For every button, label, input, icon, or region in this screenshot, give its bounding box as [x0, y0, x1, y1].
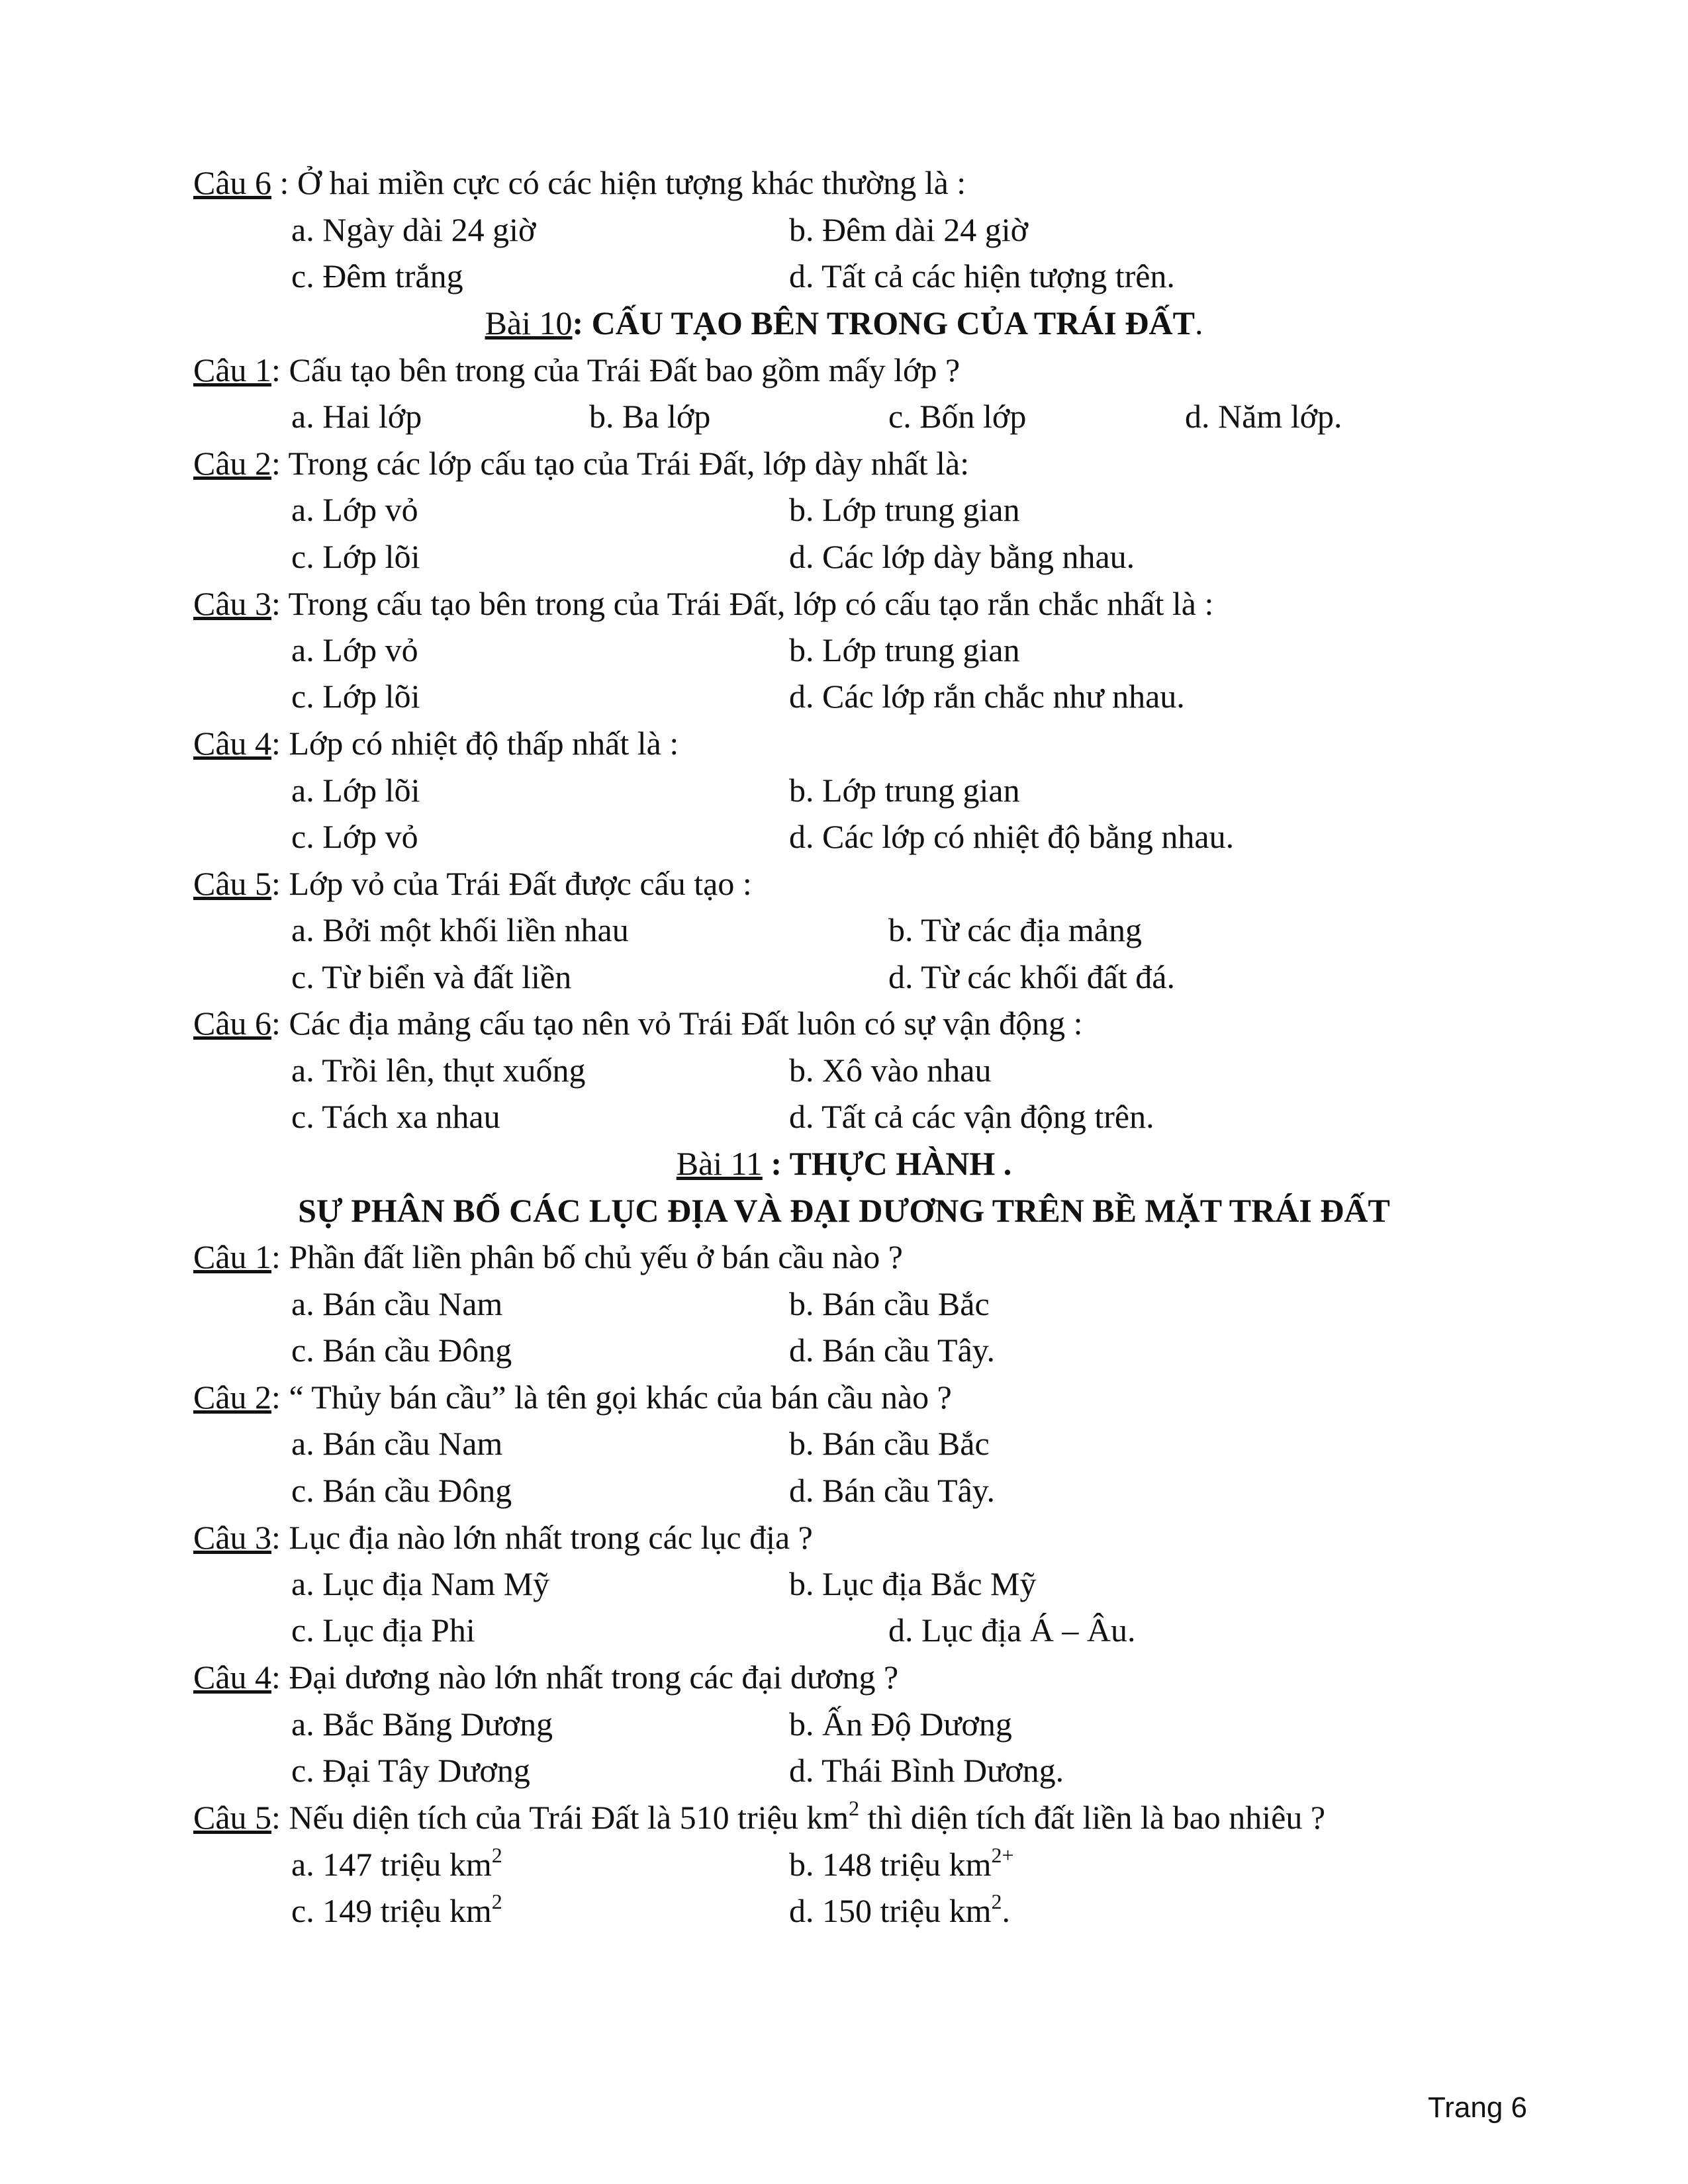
question-label: Câu 3	[193, 585, 272, 622]
option-text-end: .	[1002, 1892, 1011, 1929]
question-text: : Các địa mảng cấu tạo nên vỏ Trái Đất luôn có sự vận động :	[271, 1005, 1083, 1042]
question-label: Câu 6	[193, 164, 272, 201]
section-title: : THỰC HÀNH .	[762, 1145, 1012, 1182]
answer-option: c. Tách xa nhau	[291, 1098, 500, 1135]
answer-option: a. Bán cầu Nam	[291, 1425, 503, 1462]
question-text: : Ở hai miền cực có các hiện tượng khác thường là :	[271, 164, 966, 201]
answer-option	[789, 1890, 1010, 1935]
option-text: a. 147 triệu km	[291, 1846, 492, 1883]
answer-option: c. Đêm trắng	[291, 257, 463, 295]
answer-option: d. Bán cầu Tây.	[789, 1332, 996, 1369]
section-heading	[0, 302, 1688, 343]
answer-option: b. Đêm dài 24 giờ	[789, 211, 1029, 248]
answer-option: c. Bán cầu Đông	[291, 1472, 512, 1509]
answer-option: a. Bắc Băng Dương	[291, 1706, 553, 1743]
question-text: : Đại dương nào lớn nhất trong các đại dương ?	[271, 1659, 899, 1696]
section-title-end: .	[1194, 304, 1203, 341]
answer-option: b. Ấn Độ Dương	[789, 1706, 1012, 1743]
section-label: Bài 11	[676, 1145, 763, 1182]
answer-option: b. Lớp trung gian	[789, 772, 1020, 809]
question-text: : Lớp vỏ của Trái Đất được cấu tạo :	[271, 865, 752, 902]
question-label: Câu 1	[193, 1238, 272, 1275]
question-line	[193, 863, 752, 904]
section-title: : CẤU TẠO BÊN TRONG CỦA TRÁI ĐẤT	[572, 304, 1195, 341]
answer-option: a. Lớp lõi	[291, 772, 420, 809]
answer-option: a. Lục địa Nam Mỹ	[291, 1565, 550, 1602]
question-text: : Nếu diện tích của Trái Đất là 510 triệu km	[271, 1799, 849, 1836]
answer-option: d. Tất cả các hiện tượng trên.	[789, 257, 1175, 295]
option-text: c. 149 triệu km	[291, 1892, 492, 1929]
question-label: Câu 2	[193, 445, 272, 482]
question-line	[193, 1377, 952, 1418]
answer-option	[291, 1890, 502, 1935]
answer-option: d. Thái Bình Dương.	[789, 1752, 1064, 1789]
question-line	[193, 349, 960, 390]
section-heading	[0, 1143, 1688, 1184]
question-label: Câu 2	[193, 1379, 272, 1416]
answer-option: b. Lớp trung gian	[789, 631, 1020, 668]
question-label: Câu 5	[193, 1799, 272, 1836]
answer-option: c. Lớp vỏ	[291, 818, 418, 855]
question-text-end: thì diện tích đất liền là bao nhiêu ?	[859, 1799, 1326, 1836]
question-line	[193, 1797, 1325, 1842]
question-text: : Trong cấu tạo bên trong của Trái Đất, lớp có cấu tạo rắn chắc nhất là :	[271, 585, 1214, 622]
answer-option: c. Bốn lớp	[888, 398, 1027, 435]
question-label: Câu 6	[193, 1005, 272, 1042]
answer-option: b. Lớp trung gian	[789, 491, 1020, 528]
answer-option: a. Lớp vỏ	[291, 631, 418, 668]
answer-option: d. Các lớp rắn chắc như nhau.	[789, 678, 1185, 715]
answer-option: b. Bán cầu Bắc	[789, 1285, 990, 1322]
question-text: : Trong các lớp cấu tạo của Trái Đất, lớp dày nhất là:	[271, 445, 970, 482]
question-label: Câu 1	[193, 351, 272, 388]
superscript: 2+	[991, 1843, 1014, 1867]
option-text: d. 150 triệu km	[789, 1892, 992, 1929]
answer-option: c. Lớp lõi	[291, 678, 420, 715]
question-line	[193, 162, 966, 203]
answer-option: c. Lục địa Phi	[291, 1612, 475, 1649]
question-label: Câu 4	[193, 725, 272, 762]
question-text: : Lớp có nhiệt độ thấp nhất là :	[271, 725, 679, 762]
question-line	[193, 583, 1213, 624]
question-text: : Cấu tạo bên trong của Trái Đất bao gồm mấy lớp ?	[271, 351, 961, 388]
answer-option	[789, 1844, 1014, 1889]
answer-option: d. Bán cầu Tây.	[789, 1472, 996, 1509]
question-line	[193, 1657, 898, 1698]
answer-option: b. Ba lớp	[589, 398, 711, 435]
answer-option: d. Tất cả các vận động trên.	[789, 1098, 1154, 1135]
answer-option: b. Lục địa Bắc Mỹ	[789, 1565, 1037, 1602]
question-label: Câu 4	[193, 1659, 272, 1696]
answer-option: d. Các lớp có nhiệt độ bằng nhau.	[789, 818, 1235, 855]
answer-option: b. Xô vào nhau	[789, 1052, 992, 1089]
superscript: 2	[991, 1889, 1002, 1913]
superscript: 2	[491, 1843, 502, 1867]
question-line	[193, 723, 679, 764]
answer-option: a. Hai lớp	[291, 398, 422, 435]
answer-option: c. Bán cầu Đông	[291, 1332, 512, 1369]
answer-option: a. Bán cầu Nam	[291, 1285, 503, 1322]
answer-option: c. Đại Tây Dương	[291, 1752, 530, 1789]
answer-option: b. Từ các địa mảng	[888, 911, 1142, 948]
page-number: Trang 6	[1427, 2091, 1527, 2124]
answer-option: a. Lớp vỏ	[291, 491, 418, 528]
answer-option: a. Bởi một khối liền nhau	[291, 911, 629, 948]
answer-option: c. Từ biển và đất liền	[291, 958, 572, 995]
section-label: Bài 10	[485, 304, 573, 341]
answer-option: a. Trồi lên, thụt xuống	[291, 1052, 586, 1089]
question-text: : Lục địa nào lớn nhất trong các lục địa ?	[271, 1519, 813, 1556]
question-text: : “ Thủy bán cầu” là tên gọi khác của bán cầu nào ?	[271, 1379, 952, 1416]
answer-option: d. Các lớp dày bằng nhau.	[789, 538, 1135, 575]
answer-option	[291, 1844, 502, 1889]
question-line	[193, 1003, 1083, 1044]
answer-option: c. Lớp lõi	[291, 538, 420, 575]
superscript: 2	[491, 1889, 502, 1913]
answer-option: a. Ngày dài 24 giờ	[291, 211, 536, 248]
option-text: b. 148 triệu km	[789, 1846, 992, 1883]
question-line	[193, 1517, 813, 1558]
answer-option: d. Lục địa Á – Âu.	[888, 1612, 1136, 1649]
question-label: Câu 5	[193, 865, 272, 902]
question-line	[193, 1236, 903, 1277]
section-subtitle: SỰ PHÂN BỐ CÁC LỤC ĐỊA VÀ ĐẠI DƯƠNG TRÊN BỀ MẶT TRÁI ĐẤT	[298, 1192, 1390, 1229]
question-text: : Phần đất liền phân bố chủ yếu ở bán cầu nào ?	[271, 1238, 903, 1275]
answer-option: d. Năm lớp.	[1185, 398, 1342, 435]
question-line	[193, 443, 969, 484]
answer-option: d. Từ các khối đất đá.	[888, 958, 1175, 995]
question-label: Câu 3	[193, 1519, 272, 1556]
superscript: 2	[849, 1796, 860, 1820]
answer-option: b. Bán cầu Bắc	[789, 1425, 990, 1462]
